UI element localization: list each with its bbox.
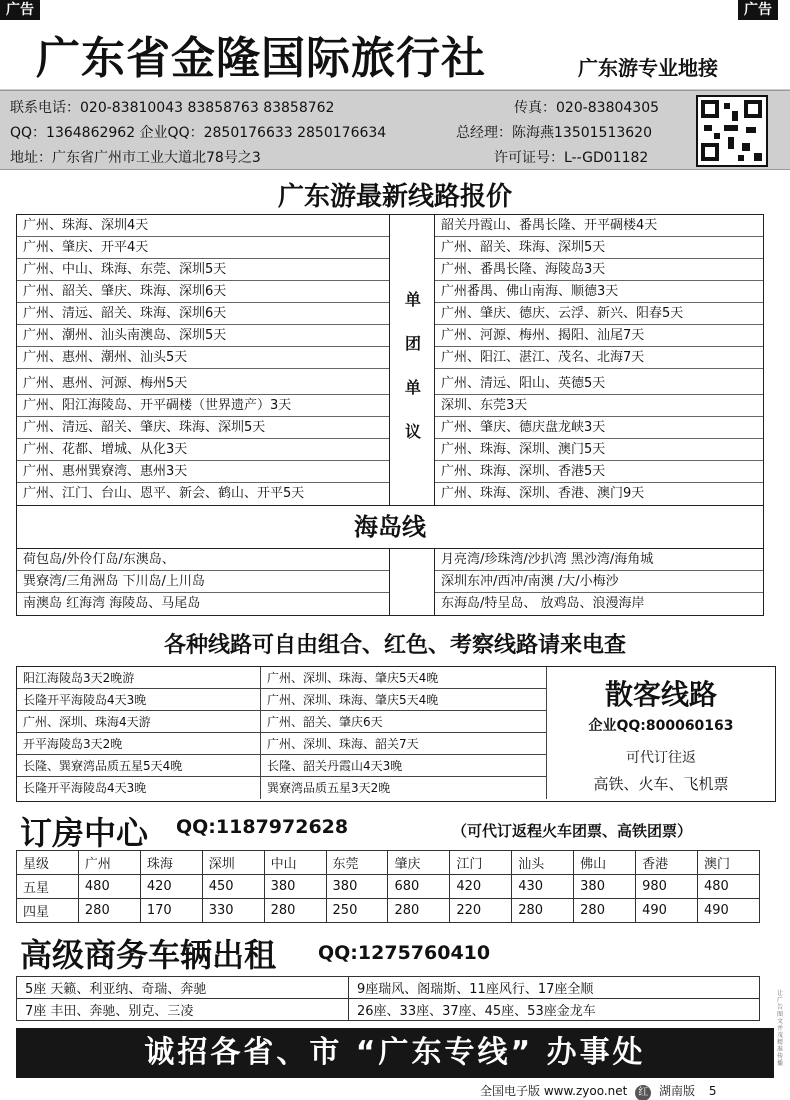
route-left: 广州、惠州巽寮湾、惠州3天 (17, 461, 389, 483)
route-left: 广州、清远、韶关、珠海、深圳6天 (17, 303, 389, 325)
table-cell: 170 (140, 899, 202, 923)
car-rental-title: 高级商务车辆出租 (20, 936, 277, 974)
contact-panel (0, 90, 790, 170)
routes-title: 广东游最新线路报价 (277, 182, 512, 212)
footer-edition: 湖南版 (659, 1084, 696, 1098)
sanke-route: 巽寮湾品质五星3天2晚 (261, 777, 547, 799)
table-cell: 980 (636, 875, 698, 899)
route-right: 深圳、东莞3天 (435, 395, 763, 417)
route-left: 广州、阳江海陵岛、开平碉楼（世界遗产）3天 (17, 395, 389, 417)
qr-code-icon (696, 95, 768, 167)
table-header-cell: 澳门 (697, 851, 759, 875)
table-cell: 380 (264, 875, 326, 899)
route-right: 广州、河源、梅州、揭阳、汕尾7天 (435, 325, 763, 347)
ad-tag-right: 广告 (738, 0, 778, 20)
table-cell: 280 (388, 899, 450, 923)
island-right: 月亮湾/珍珠湾/沙扒湾 黑沙湾/海角城 (435, 549, 763, 571)
island-left: 巽寮湾/三角洲岛 下川岛/上川岛 (17, 571, 389, 593)
sanke-note-2: 高铁、火车、飞机票 (593, 775, 729, 793)
table-header-cell: 星级 (17, 851, 79, 875)
sanke-route: 广州、韶关、肇庆6天 (261, 711, 547, 733)
island-left: 南澳岛 红海湾 海陵岛、马尾岛 (23, 596, 201, 611)
island-left: 荷包岛/外伶仃岛/东澳岛、 (17, 549, 389, 571)
route-right: 广州、清远、阳山、英德5天 (435, 373, 763, 395)
contact-manager: 总经理：陈海燕13501513620 (456, 125, 652, 141)
booking-qq: QQ:1187972628 (176, 816, 349, 838)
sanke-route: 长隆开平海陵岛4天3晚 (17, 689, 261, 711)
combo-notice: 各种线路可自由组合、红色、考察线路请来电查 (163, 633, 626, 658)
islands-table (16, 548, 764, 616)
table-cell: 280 (78, 899, 140, 923)
ad-tag-left: 广告 (0, 0, 40, 20)
sanke-route: 长隆、巽寮湾品质五星5天4晚 (17, 755, 261, 777)
table-header-cell: 广州 (78, 851, 140, 875)
table-row (17, 899, 760, 923)
table-header-cell: 深圳 (202, 851, 264, 875)
table-cell: 280 (574, 899, 636, 923)
sanke-route: 长隆开平海陵岛4天3晚 (17, 777, 261, 799)
table-header-cell: 佛山 (574, 851, 636, 875)
recruit-banner: 诚招各省、市 “广东专线” 办事处 (16, 1028, 774, 1078)
route-right: 广州、肇庆、德庆、云浮、新兴、阳春5天 (435, 303, 763, 325)
contact-phone: 联系电话：020-83810043 83858763 83858762 (10, 100, 335, 116)
table-header-row (17, 851, 760, 875)
footer-badge-icon: 红 (635, 1085, 651, 1100)
side-caption: 让广告图文并茂精准传播 (777, 990, 784, 1067)
route-right: 广州、阳江、湛江、茂名、北海7天 (435, 347, 763, 369)
sanke-title: 散客线路 (604, 678, 717, 711)
route-left: 广州、肇庆、开平4天 (17, 237, 389, 259)
route-right: 广州、韶关、珠海、深圳5天 (435, 237, 763, 259)
table-cell: 430 (512, 875, 574, 899)
sanke-route: 广州、深圳、珠海、肇庆5天4晚 (261, 667, 547, 689)
table-cell: 五星 (17, 875, 79, 899)
route-left: 广州、惠州、河源、梅州5天 (17, 373, 389, 395)
table-header-cell: 肇庆 (388, 851, 450, 875)
footer-text: 全国电子版 www.zyoo.net (480, 1084, 628, 1098)
table-cell: 220 (450, 899, 512, 923)
table-row (17, 999, 760, 1021)
route-left: 广州、清远、韶关、肇庆、珠海、深圳5天 (17, 417, 389, 439)
hotel-price-table (16, 850, 760, 923)
island-right: 深圳东冲/西冲/南澳 /大/小梅沙 (435, 571, 763, 593)
route-right: 广州、珠海、深圳、香港、澳门9天 (441, 486, 645, 501)
table-cell: 26座、33座、37座、45座、53座金龙车 (349, 999, 760, 1021)
sanke-route: 长隆、韶关丹霞山4天3晚 (261, 755, 547, 777)
contact-fax: 传真：020-83804305 (514, 100, 660, 116)
route-left: 广州、珠海、深圳4天 (17, 215, 389, 237)
table-cell: 380 (326, 875, 388, 899)
route-left: 广州、花都、增城、从化3天 (17, 439, 389, 461)
table-row (17, 875, 760, 899)
route-table (16, 214, 764, 506)
table-cell: 280 (512, 899, 574, 923)
table-cell: 420 (450, 875, 512, 899)
middle-label-char: 团 (404, 334, 421, 353)
table-header-cell: 江门 (450, 851, 512, 875)
car-rental-table (16, 976, 760, 1021)
booking-note: （可代订返程火车团票、高铁团票） (452, 822, 693, 840)
table-header-cell: 汕头 (512, 851, 574, 875)
route-left: 广州、惠州、潮州、汕头5天 (17, 347, 389, 369)
table-cell: 250 (326, 899, 388, 923)
contact-license: 许可证号：L--GD01182 (494, 150, 649, 166)
sanke-qq: 企业QQ:800060163 (588, 718, 734, 734)
table-header-cell: 东莞 (326, 851, 388, 875)
route-left: 广州、中山、珠海、东莞、深圳5天 (17, 259, 389, 281)
middle-label-char: 单 (404, 378, 421, 397)
car-rental-qq: QQ:1275760410 (318, 942, 491, 964)
sanke-route: 广州、深圳、珠海4天游 (17, 711, 261, 733)
route-middle-column (389, 215, 435, 505)
middle-label-char: 议 (404, 422, 421, 441)
table-cell: 9座瑞风、阁瑞斯、11座风行、17座全顺 (349, 977, 760, 999)
table-cell: 490 (636, 899, 698, 923)
page-number: 5 (708, 1084, 717, 1098)
footer (480, 1082, 717, 1100)
route-left: 广州、韶关、肇庆、珠海、深圳6天 (17, 281, 389, 303)
island-right: 东海岛/特呈岛、 放鸡岛、浪漫海岸 (441, 596, 645, 611)
sanke-route: 广州、深圳、珠海、韶关7天 (261, 733, 547, 755)
table-cell: 四星 (17, 899, 79, 923)
table-header-cell: 珠海 (140, 851, 202, 875)
islands-title: 海岛线 (16, 506, 764, 548)
table-row (17, 977, 760, 999)
table-cell: 680 (388, 875, 450, 899)
table-cell: 5座 天籁、利亚纳、奇瑞、奔驰 (17, 977, 349, 999)
table-cell: 7座 丰田、奔驰、别克、三凌 (17, 999, 349, 1021)
table-header-cell: 香港 (636, 851, 698, 875)
table-cell: 450 (202, 875, 264, 899)
table-cell: 280 (264, 899, 326, 923)
sanke-note-1: 可代订往返 (626, 750, 696, 766)
route-right: 广州、珠海、深圳、澳门5天 (435, 439, 763, 461)
route-right: 广州、珠海、深圳、香港5天 (435, 461, 763, 483)
table-cell: 480 (697, 875, 759, 899)
route-right: 广州番禺、佛山南海、顺德3天 (435, 281, 763, 303)
route-right: 广州、番禺长隆、海陵岛3天 (435, 259, 763, 281)
table-header-cell: 中山 (264, 851, 326, 875)
middle-label-char: 单 (404, 290, 421, 309)
sanke-route: 广州、深圳、珠海、肇庆5天4晚 (261, 689, 547, 711)
slogan: 广东游专业地接 (578, 56, 718, 80)
table-cell: 380 (574, 875, 636, 899)
sanke-table (16, 666, 776, 802)
islands-middle-column (389, 549, 435, 615)
company-name: 广东省金隆国际旅行社 (36, 33, 486, 84)
route-left: 广州、潮州、汕头南澳岛、深圳5天 (17, 325, 389, 347)
sanke-route: 阳江海陵岛3天2晚游 (17, 667, 261, 689)
table-cell: 420 (140, 875, 202, 899)
contact-qq: QQ：1364862962 企业QQ：2850176633 2850176634 (10, 125, 387, 141)
table-cell: 480 (78, 875, 140, 899)
sanke-route: 开平海陵岛3天2晚 (17, 733, 261, 755)
table-cell: 330 (202, 899, 264, 923)
route-right: 广州、肇庆、德庆盘龙峡3天 (435, 417, 763, 439)
route-right: 韶关丹霞山、番禺长隆、开平碉楼4天 (435, 215, 763, 237)
contact-address: 地址：广东省广州市工业大道北78号之3 (10, 150, 261, 166)
route-left: 广州、江门、台山、恩平、新会、鹤山、开平5天 (23, 486, 305, 501)
table-cell: 490 (697, 899, 759, 923)
booking-title: 订房中心 (20, 814, 149, 852)
